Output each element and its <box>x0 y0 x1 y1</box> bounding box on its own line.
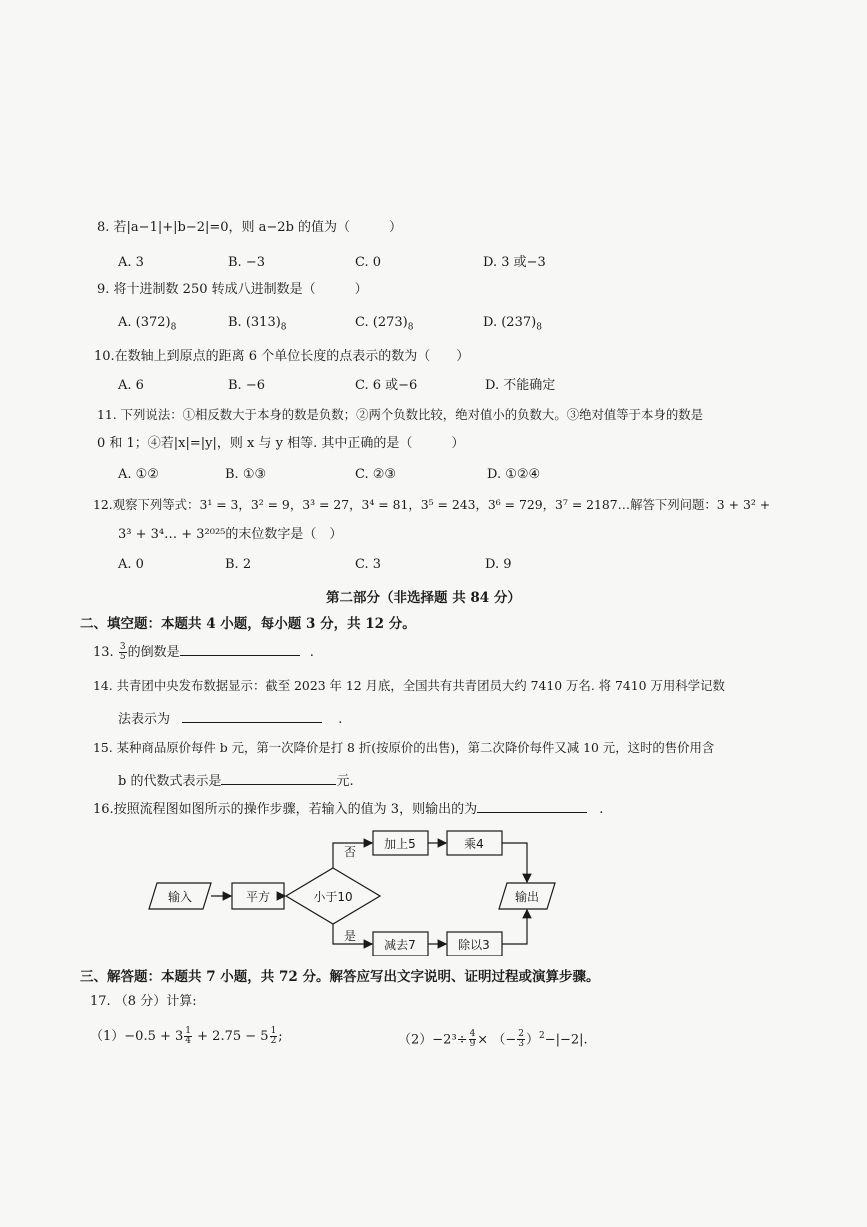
q16-stem: 16.按照流程图如图所示的操作步骤，若输入的值为 3，则输出的为 <box>93 802 478 817</box>
q8-option-c[interactable]: C. 0 <box>355 255 382 270</box>
q15-suffix: 元. <box>336 774 354 789</box>
q17-p1-f1-den: 4 <box>185 1036 192 1046</box>
q17-part2-exp: 2 <box>538 1031 545 1041</box>
q14-prefix: 法表示为 <box>118 712 171 727</box>
q13-frac-num: 3 <box>119 642 126 652</box>
q17-part1-frac1 <box>184 1027 192 1046</box>
q13-answer-blank[interactable] <box>180 643 300 656</box>
q9-a-base: 8 <box>170 322 177 333</box>
q9-b-value: (313) <box>245 315 281 330</box>
q9-option-b[interactable] <box>228 314 287 337</box>
flow-sub7-label: 减去7 <box>384 938 416 952</box>
q8-option-a[interactable]: A. 3 <box>118 255 144 270</box>
q10-option-a[interactable]: A. 6 <box>118 378 144 393</box>
q8-option-d[interactable]: D. 3 或−3 <box>483 255 546 270</box>
flow-add5-label: 加上5 <box>384 837 416 851</box>
q12-option-b[interactable]: B. 2 <box>225 557 252 572</box>
flow-div3-label: 除以3 <box>458 938 490 952</box>
q13-end: . <box>309 645 314 660</box>
question-12-line1: 12.观察下列等式：3¹ = 3，3² = 9，3³ = 27，3⁴ = 81，3⁵ = 243，3⁶ = 729，3⁷ = 2187…解答下列问题：3 + 3² + <box>93 497 771 512</box>
q10-option-c[interactable]: C. 6 或−6 <box>355 378 418 393</box>
q17-p2-f1-num: 4 <box>469 1029 476 1040</box>
q9-c-letter: C. <box>355 315 369 330</box>
question-10: 10.在数轴上到原点的距离 6 个单位长度的点表示的数为（ ） <box>94 349 470 364</box>
q17-p2-f2-den: 3 <box>518 1039 524 1050</box>
question-17: 17. （8 分）计算: <box>90 994 197 1009</box>
q11-option-a[interactable]: A. ①② <box>118 467 159 482</box>
question-13 <box>93 643 314 662</box>
q12-option-d[interactable]: D. 9 <box>485 557 512 572</box>
q17-part2-d: −|−2|. <box>544 1032 588 1048</box>
part2-title: 第二部分（非选择题 共 84 分） <box>326 590 521 606</box>
question-12-line2: 3³ + 3⁴… + 3²⁰²⁵的末位数字是（ ） <box>118 527 343 542</box>
question-14-line1: 14. 共青团中央发布数据显示：截至 2023 年 12 月底，全国共有共青团员大约 7410 万名. 将 7410 万用科学记数 <box>93 678 725 693</box>
q14-end: . <box>338 712 343 727</box>
q11-option-b[interactable]: B. ①③ <box>225 467 267 482</box>
q12-option-c[interactable]: C. 3 <box>355 557 382 572</box>
q9-c-base: 8 <box>407 322 414 333</box>
q13-frac-den: 5 <box>119 652 126 662</box>
q9-a-value: (372) <box>135 315 171 330</box>
q10-option-d[interactable]: D. 不能确定 <box>485 378 556 393</box>
q17-part2-frac2 <box>517 1030 525 1049</box>
question-14-line2 <box>118 710 342 729</box>
question-11-line1: 11. 下列说法：①相反数大于本身的数是负数；②两个负数比较，绝对值小的负数大。③绝对值等于本身的数是 <box>97 407 704 422</box>
q9-b-base: 8 <box>280 322 287 333</box>
flowchart <box>145 826 565 956</box>
flow-input-label: 输入 <box>167 890 193 904</box>
q9-option-d[interactable] <box>483 314 542 337</box>
q8-option-b[interactable]: B. −3 <box>228 255 265 270</box>
q8-prefix: 8. 若 <box>97 220 127 235</box>
flow-condition-label: 小于10 <box>313 890 353 904</box>
q16-answer-blank[interactable] <box>477 800 587 813</box>
q9-option-c[interactable] <box>355 314 413 337</box>
q16-end: . <box>599 802 604 817</box>
q17-part1-a: −0.5 + 3 <box>124 1029 184 1044</box>
q12-option-a[interactable]: A. 0 <box>118 557 144 572</box>
q17-part1-label: （1） <box>90 1029 125 1044</box>
section2-heading: 二、填空题：本题共 4 小题，每小题 3 分，共 12 分。 <box>80 616 416 632</box>
q9-d-letter: D. <box>483 315 498 330</box>
q13-number: 13. <box>93 645 114 660</box>
q13-text: 的倒数是 <box>127 645 180 660</box>
q8-suffix: ，则 a−2b 的值为（ ） <box>228 220 403 235</box>
question-16 <box>93 800 603 819</box>
q17-p1-f2-num: 1 <box>270 1026 277 1036</box>
q9-a-letter: A. <box>118 315 132 330</box>
q9-d-value: (237) <box>501 315 537 330</box>
q17-part1-b: + 2.75 − 5 <box>197 1029 269 1044</box>
section3-heading: 三、解答题：本题共 7 小题，共 72 分。解答应写出文字说明、证明过程或演算步骤。 <box>80 969 600 985</box>
q17-part2-frac1 <box>469 1030 477 1049</box>
q8-expression: |a−1|+|b−2|=0 <box>126 220 229 235</box>
q14-answer-blank[interactable] <box>182 710 322 723</box>
q13-fraction <box>119 643 127 662</box>
q17-part2-b: × （− <box>477 1032 517 1048</box>
q9-d-base: 8 <box>536 322 542 333</box>
flow-square-label: 平方 <box>245 890 271 904</box>
q10-option-b[interactable]: B. −6 <box>228 378 265 393</box>
question-9: 9. 将十进制数 250 转成八进制数是（ ） <box>97 282 368 297</box>
q17-p1-f1-num: 1 <box>185 1026 192 1036</box>
question-11-line2: 0 和 1；④若|x|=|y|，则 x 与 y 相等. 其中正确的是（ ） <box>97 436 465 451</box>
flow-output-label: 输出 <box>514 890 540 904</box>
flow-yes-label: 是 <box>343 929 357 943</box>
q9-option-a[interactable] <box>118 314 176 337</box>
q15-answer-blank[interactable] <box>221 772 336 785</box>
q11-option-c[interactable]: C. ②③ <box>355 467 397 482</box>
q17-part2 <box>398 1027 588 1049</box>
q9-c-value: (273) <box>372 315 408 330</box>
q11-option-d[interactable]: D. ①②④ <box>487 467 541 482</box>
q17-p2-f1-den: 9 <box>469 1039 476 1050</box>
flow-no-label: 否 <box>343 845 357 859</box>
flow-mul4-label: 乘4 <box>464 837 484 851</box>
question-8 <box>97 219 402 237</box>
q17-part1 <box>90 1027 283 1046</box>
q17-part1-frac2 <box>270 1027 278 1046</box>
q17-p2-f2-num: 2 <box>518 1029 524 1040</box>
q17-part2-a: −2³÷ <box>432 1032 468 1048</box>
q17-p1-f2-den: 2 <box>270 1036 277 1046</box>
question-15-line2 <box>118 772 354 791</box>
q17-part2-c: ） <box>525 1032 539 1048</box>
question-15-line1: 15. 某种商品原价每件 b 元，第一次降价是打 8 折(按原价的出售)，第二次降价每件又减 10 元，这时的售价用含 <box>93 740 715 755</box>
q15-prefix: b 的代数式表示是 <box>118 774 222 789</box>
q9-b-letter: B. <box>228 315 242 330</box>
q17-part2-label: （2） <box>398 1032 433 1048</box>
q17-part1-end: ; <box>278 1029 283 1044</box>
